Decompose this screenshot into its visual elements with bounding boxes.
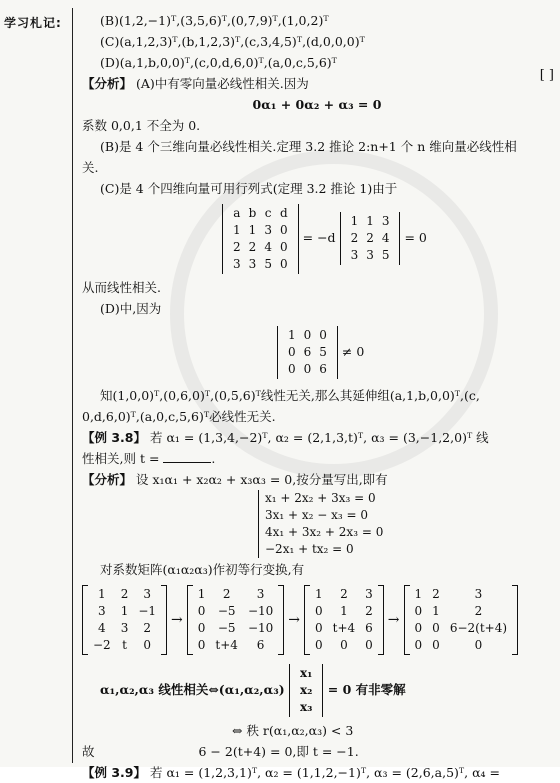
matrix-cell: 2	[340, 587, 348, 601]
matrix-step-3	[404, 585, 518, 655]
d-determinant	[82, 319, 552, 385]
matrix-cell: c	[264, 205, 272, 220]
matrix-original	[82, 585, 167, 655]
page-content	[82, 10, 552, 783]
final-answer: 6 − 2(t+4) = 0,即 t = −1.	[198, 744, 359, 759]
x-vector	[289, 664, 323, 717]
example-3-9-text: 若 α₁ = (1,2,3,1)ᵀ, α₂ = (1,1,2,−1)ᵀ, α₃ = (2,6,a,5)ᵀ, α₄ =	[149, 765, 500, 780]
matrix-row	[193, 603, 278, 620]
determinant-rhs: = −d	[302, 230, 336, 245]
matrix-cell: 0	[315, 621, 323, 635]
matrix-cell: −2	[93, 638, 111, 652]
matrix-cell: 1	[414, 587, 423, 601]
matrix-cell: d	[279, 205, 288, 220]
matrix-row	[284, 327, 331, 344]
not-equal-zero: ≠ 0	[341, 344, 365, 359]
matrix-cell: 1	[197, 587, 206, 601]
c-explanation: (C)是 4 个四维向量可用行列式(定理 3.2 推论 1)由于	[100, 181, 398, 196]
conclusion-line	[82, 741, 552, 762]
analysis-a-text: (A)中有零向量必线性相关.因为	[136, 76, 309, 91]
matrix-cell: 2	[120, 587, 129, 601]
matrix-cell: 0	[197, 604, 206, 618]
matrix-cell: 3	[248, 256, 257, 271]
matrix-cell: −1	[138, 604, 157, 618]
arrow-icon: →	[171, 612, 183, 628]
option-b: (B)(1,2,−1)ᵀ,(3,5,6)ᵀ,(0,7,9)ᵀ,(1,0,2)ᵀ	[100, 13, 329, 28]
matrix-cell: 3	[381, 214, 390, 228]
matrix-row	[284, 344, 331, 361]
answer-bracket: [ ]	[539, 68, 554, 83]
row-operation-text: 对系数矩阵(α₁α₂α₃)作初等行变换,有	[100, 562, 305, 577]
gu-word: 故	[82, 744, 95, 759]
matrix-cell: 2	[350, 231, 359, 245]
system-eq-2: 3x₁ + x₂ − x₃ = 0	[265, 508, 369, 522]
matrix-cell: 3	[474, 587, 483, 601]
matrix-cell: 0	[474, 638, 483, 652]
matrix-row	[229, 239, 292, 256]
dependence-text-1: α₁,α₂,α₃ 线性相关⇔(α₁,α₂,α₃)	[100, 682, 285, 697]
dependence-statement	[82, 660, 552, 720]
matrix-cell: 1	[98, 587, 106, 601]
example-3-8-text: 若 α₁ = (1,3,4,−2)ᵀ, α₂ = (2,1,3,t)ᵀ, α₃ = (3,−1,2,0)ᵀ 线	[149, 430, 489, 445]
determinant-equation	[82, 199, 552, 277]
matrix-cell: 0	[319, 328, 327, 342]
matrix-cell: x₂	[300, 683, 313, 697]
matrix-cell: 6−2(t+4)	[449, 621, 508, 635]
independence-line-1: 知(1,0,0)ᵀ,(0,6,0)ᵀ,(0,5,6)ᵀ线性无关,那么其延伸组(a,1,b,0,0)ᵀ,(c,	[100, 388, 480, 403]
determinant-d	[277, 326, 338, 379]
matrix-row	[410, 586, 512, 603]
analysis-2-text: 设 x₁α₁ + x₂α₂ + x₃α₃ = 0,按分量写出,即有	[136, 472, 388, 487]
b-explanation-2: 关.	[82, 160, 99, 175]
example-3-9-heading: 【例 3.9】	[82, 765, 146, 780]
determinant-eq-zero: = 0	[404, 230, 427, 245]
matrix-cell: 6	[256, 638, 265, 652]
b-explanation-1: (B)是 4 个三维向量必线性相关.定理 3.2 推论 2:n+1 个 n 维向量必线性相	[100, 139, 517, 154]
matrix-cell: −10	[247, 604, 274, 618]
system-eq-1: x₁ + 2x₂ + 3x₃ = 0	[265, 491, 376, 505]
matrix-cell: 3	[365, 587, 373, 601]
matrix-cell: 0	[288, 362, 296, 376]
matrix-row	[347, 247, 394, 264]
matrix-cell: −5	[217, 604, 236, 618]
linear-system	[82, 490, 552, 559]
matrix-cell: b	[248, 205, 257, 220]
matrix-row	[88, 603, 161, 620]
matrix-cell: 1	[288, 328, 296, 342]
matrix-cell: 0	[432, 638, 440, 652]
matrix-row	[310, 586, 378, 603]
matrix-cell: 1	[366, 214, 374, 228]
matrix-row	[296, 682, 316, 699]
matrix-row	[410, 603, 512, 620]
notes-margin	[0, 0, 68, 767]
matrix-row	[284, 361, 331, 378]
arrow-icon: →	[387, 612, 400, 628]
matrix-cell: 1	[248, 222, 257, 237]
matrix-row	[410, 620, 512, 637]
matrix-cell: 4	[264, 239, 272, 254]
matrix-row	[347, 230, 394, 247]
matrix-cell: 2	[222, 587, 231, 601]
matrix-cell: 5	[381, 248, 390, 262]
matrix-row	[88, 620, 161, 637]
example-3-8	[82, 427, 552, 448]
matrix-row	[229, 205, 292, 222]
matrix-cell: 2	[474, 604, 483, 618]
matrix-cell: 3	[120, 621, 129, 635]
matrix-cell: 3	[233, 256, 241, 271]
row-reduction	[82, 580, 552, 660]
matrix-cell: 0	[315, 604, 323, 618]
matrix-cell: 0	[365, 638, 373, 652]
matrix-cell: 4	[381, 231, 390, 245]
matrix-row	[229, 222, 292, 239]
margin-divider	[72, 8, 73, 763]
matrix-cell: 2	[366, 231, 374, 245]
system-eq-4: −2x₁ + tx₂ = 0	[265, 542, 354, 556]
option-d: (D)(a,1,b,0,0)ᵀ,(c,0,d,6,0)ᵀ,(a,0,c,5,6)ᵀ	[100, 55, 337, 70]
matrix-cell: t+4	[332, 621, 356, 635]
matrix-cell: 2	[248, 239, 257, 254]
matrix-cell: 0	[197, 638, 206, 652]
matrix-cell: 1	[315, 587, 323, 601]
matrix-row	[296, 699, 316, 716]
matrix-row	[88, 586, 161, 603]
analysis-2-line	[82, 469, 552, 490]
rank-condition: ⇔ 秩 r(α₁,α₂,α₃) < 3	[232, 723, 354, 738]
answer-blank	[163, 450, 211, 463]
example-3-8-question: 性相关,则 t =	[82, 451, 160, 466]
matrix-cell: 1	[120, 604, 129, 618]
matrix-cell: 6	[365, 621, 373, 635]
matrix-cell: 0	[279, 239, 288, 254]
analysis-line	[82, 73, 552, 94]
d-explanation: (D)中,因为	[100, 301, 162, 316]
determinant-3x3	[340, 212, 401, 265]
matrix-cell: 0	[414, 604, 423, 618]
matrix-cell: 0	[414, 621, 423, 635]
matrix-row	[229, 256, 292, 273]
matrix-row	[347, 213, 394, 230]
matrix-cell: 1	[432, 604, 440, 618]
matrix-cell: 0	[315, 638, 323, 652]
matrix-cell: 0	[288, 345, 296, 359]
matrix-row	[310, 637, 378, 654]
matrix-row	[193, 620, 278, 637]
matrix-row	[88, 637, 161, 654]
matrix-cell: −5	[217, 621, 236, 635]
matrix-cell: a	[233, 205, 241, 220]
matrix-cell: 3	[256, 587, 265, 601]
matrix-cell: t+4	[215, 638, 238, 652]
example-3-9	[82, 762, 552, 783]
independence-line-2: 0,d,6,0)ᵀ,(a,0,c,5,6)ᵀ必线性无关.	[82, 409, 276, 424]
matrix-cell: 3	[264, 222, 272, 237]
matrix-row	[410, 637, 512, 654]
matrix-cell: 0	[197, 621, 206, 635]
example-3-8-line-2: 性相关,则 t = .	[82, 451, 216, 466]
matrix-cell: 0	[303, 362, 312, 376]
arrow-icon: →	[288, 612, 300, 628]
matrix-cell: 3	[350, 248, 359, 262]
matrix-cell: 0	[340, 638, 348, 652]
matrix-row	[310, 603, 378, 620]
matrix-cell: 5	[319, 345, 327, 359]
matrix-cell: 0	[414, 638, 423, 652]
matrix-cell: 0	[143, 638, 152, 652]
system-eq-3: 4x₁ + 3x₂ + 2x₃ = 0	[265, 525, 384, 539]
analysis-2-heading: 【分析】	[82, 472, 133, 487]
matrix-cell: 1	[340, 604, 348, 618]
dependence-text-2: = 0 有非零解	[327, 682, 406, 697]
option-c: (C)(a,1,2,3)ᵀ,(b,1,2,3)ᵀ,(c,3,4,5)ᵀ,(d,0,0,0)ᵀ	[100, 34, 365, 49]
analysis-heading: 【分析】	[82, 76, 133, 91]
determinant-4x4	[222, 204, 299, 274]
matrix-cell: x₁	[300, 666, 313, 680]
matrix-cell: 6	[303, 345, 312, 359]
example-3-8-heading: 【例 3.8】	[82, 430, 146, 445]
matrix-cell: 6	[319, 362, 327, 376]
c-conclusion: 从而线性相关.	[82, 280, 161, 295]
equation-zero-combo: 0α₁ + 0α₂ + α₃ = 0	[252, 97, 382, 112]
matrix-row	[310, 620, 378, 637]
matrix-cell: 0	[279, 222, 288, 237]
matrix-cell: 2	[233, 239, 241, 254]
matrix-cell: 5	[264, 256, 272, 271]
matrix-cell: 3	[143, 587, 152, 601]
coefficient-note: 系数 0,0,1 不全为 0.	[82, 118, 201, 133]
matrix-cell: 4	[98, 621, 106, 635]
matrix-cell: 2	[365, 604, 373, 618]
matrix-step-2	[304, 585, 384, 655]
matrix-cell: 3	[98, 604, 106, 618]
matrix-cell: x₃	[300, 700, 313, 714]
matrix-row	[296, 665, 316, 682]
matrix-row	[193, 586, 278, 603]
matrix-cell: t	[122, 638, 127, 652]
matrix-step-1	[187, 585, 284, 655]
matrix-cell: 1	[233, 222, 241, 237]
matrix-cell: −10	[247, 621, 274, 635]
matrix-cell: 2	[432, 587, 440, 601]
equation-system	[258, 490, 383, 558]
matrix-cell: 2	[143, 621, 152, 635]
matrix-cell: 0	[432, 621, 440, 635]
margin-label: 学习札记:	[4, 16, 62, 30]
matrix-cell: 3	[366, 248, 374, 262]
matrix-cell: 0	[303, 328, 312, 342]
matrix-cell: 0	[279, 256, 288, 271]
matrix-cell: 1	[350, 214, 359, 228]
matrix-row	[193, 637, 278, 654]
